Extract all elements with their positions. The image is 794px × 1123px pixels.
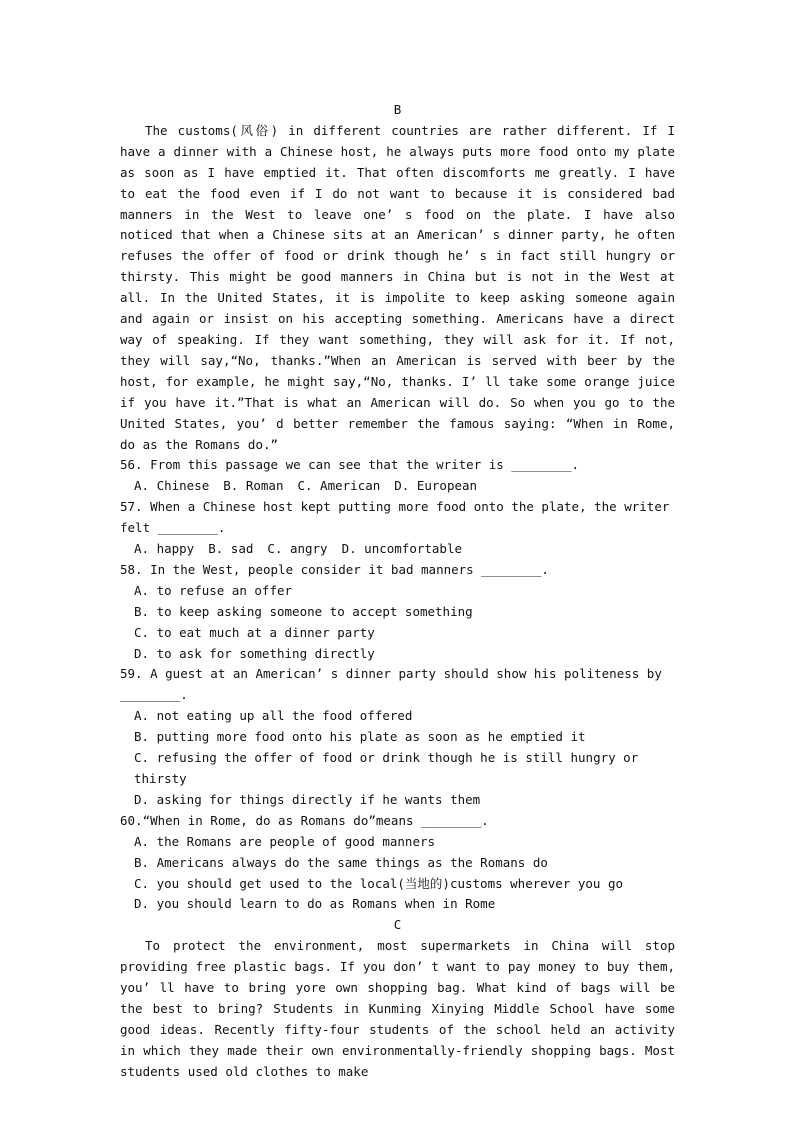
option: B. to keep asking someone to accept something (134, 603, 473, 619)
section-b-passage: The customs(风俗) in different countries are rather different. If I have a dinner with a Chinese host, he always puts more food onto my plate as soon as I have emptied it. That often discomforts me greatly. I have to eat the food even if I do not want to because it is considered bad manners in the West to leave one’ s food on the plate. I have also noticed that when a Chinese sits at an American’ s dinner party, he often refuses the offer of food or drink though he’ s in fact still hungry or thirsty. This might be good manners in China but is not in the West at all. In the United States, it is impolite to keep asking someone again and again or insist on his accepting something. Americans have a direct way of speaking. If they want something, they will ask for it. If not, they will say,“No, thanks.”When an American is served with beer by the host, for example, he might say,“No, thanks. I’ ll take some orange juice if you have it.”That is what an American will do. So when you go to the United States, you’ d better remember the famous saying: “When in Rome, do as the Romans do.” (120, 122, 675, 452)
option: D. European (394, 478, 478, 494)
option: A. not eating up all the food offered (134, 708, 413, 724)
question-58-stem: 58. In the West, people consider it bad manners ________. (120, 561, 549, 577)
question-57-stem: 57. When a Chinese host kept putting more food onto the plate, the writer felt ________. (120, 499, 670, 536)
question-59-stem: 59. A guest at an American’ s dinner party should show his politeness by ________. (120, 666, 662, 703)
option: B. Roman (223, 478, 284, 494)
option: C. refusing the offer of food or drink though he is still hungry or thirsty (134, 750, 639, 786)
option: A. Chinese (134, 478, 210, 494)
option: C. American (297, 478, 381, 494)
option: A. happy (134, 541, 195, 557)
option: D. uncomfortable (341, 541, 463, 557)
option: B. putting more food onto his plate as soon as he emptied it (134, 729, 586, 745)
option: B. sad (208, 541, 254, 557)
option: A. the Romans are people of good manners (134, 833, 436, 849)
option: C. to eat much at a dinner party (134, 624, 375, 640)
question-56-options (120, 476, 675, 497)
question-60-stem: 60.“When in Rome, do as Romans do”means ________. (120, 812, 489, 828)
option: B. Americans always do the same things as the Romans do (134, 854, 548, 870)
option: A. to refuse an offer (134, 582, 293, 598)
option: C. angry (267, 541, 328, 557)
option: D. you should learn to do as Romans when in Rome (134, 896, 496, 912)
question-56-stem: 56. From this passage we can see that the writer is ________. (120, 457, 580, 473)
option: D. asking for things directly if he wants them (134, 791, 481, 807)
option: D. to ask for something directly (134, 645, 375, 661)
document-content (120, 100, 675, 1083)
section-c-passage: To protect the environment, most supermarkets in China will stop providing free plastic bags. If you don’ t want to pay money to buy them, you’ ll have to bring yore own shopping bag. What kind of bags will be the best to bring? Students in Kunming Xinying Middle School have some good ideas. Recently fifty-four students of the school held an activity in which they made their own environmentally-friendly shopping bags. Most students used old clothes to make (120, 938, 675, 1079)
question-57-options (120, 539, 675, 560)
section-b-label: B (393, 102, 402, 117)
option: C. you should get used to the local(当地的)customs wherever you go (134, 875, 624, 891)
section-c-label: C (393, 917, 402, 933)
